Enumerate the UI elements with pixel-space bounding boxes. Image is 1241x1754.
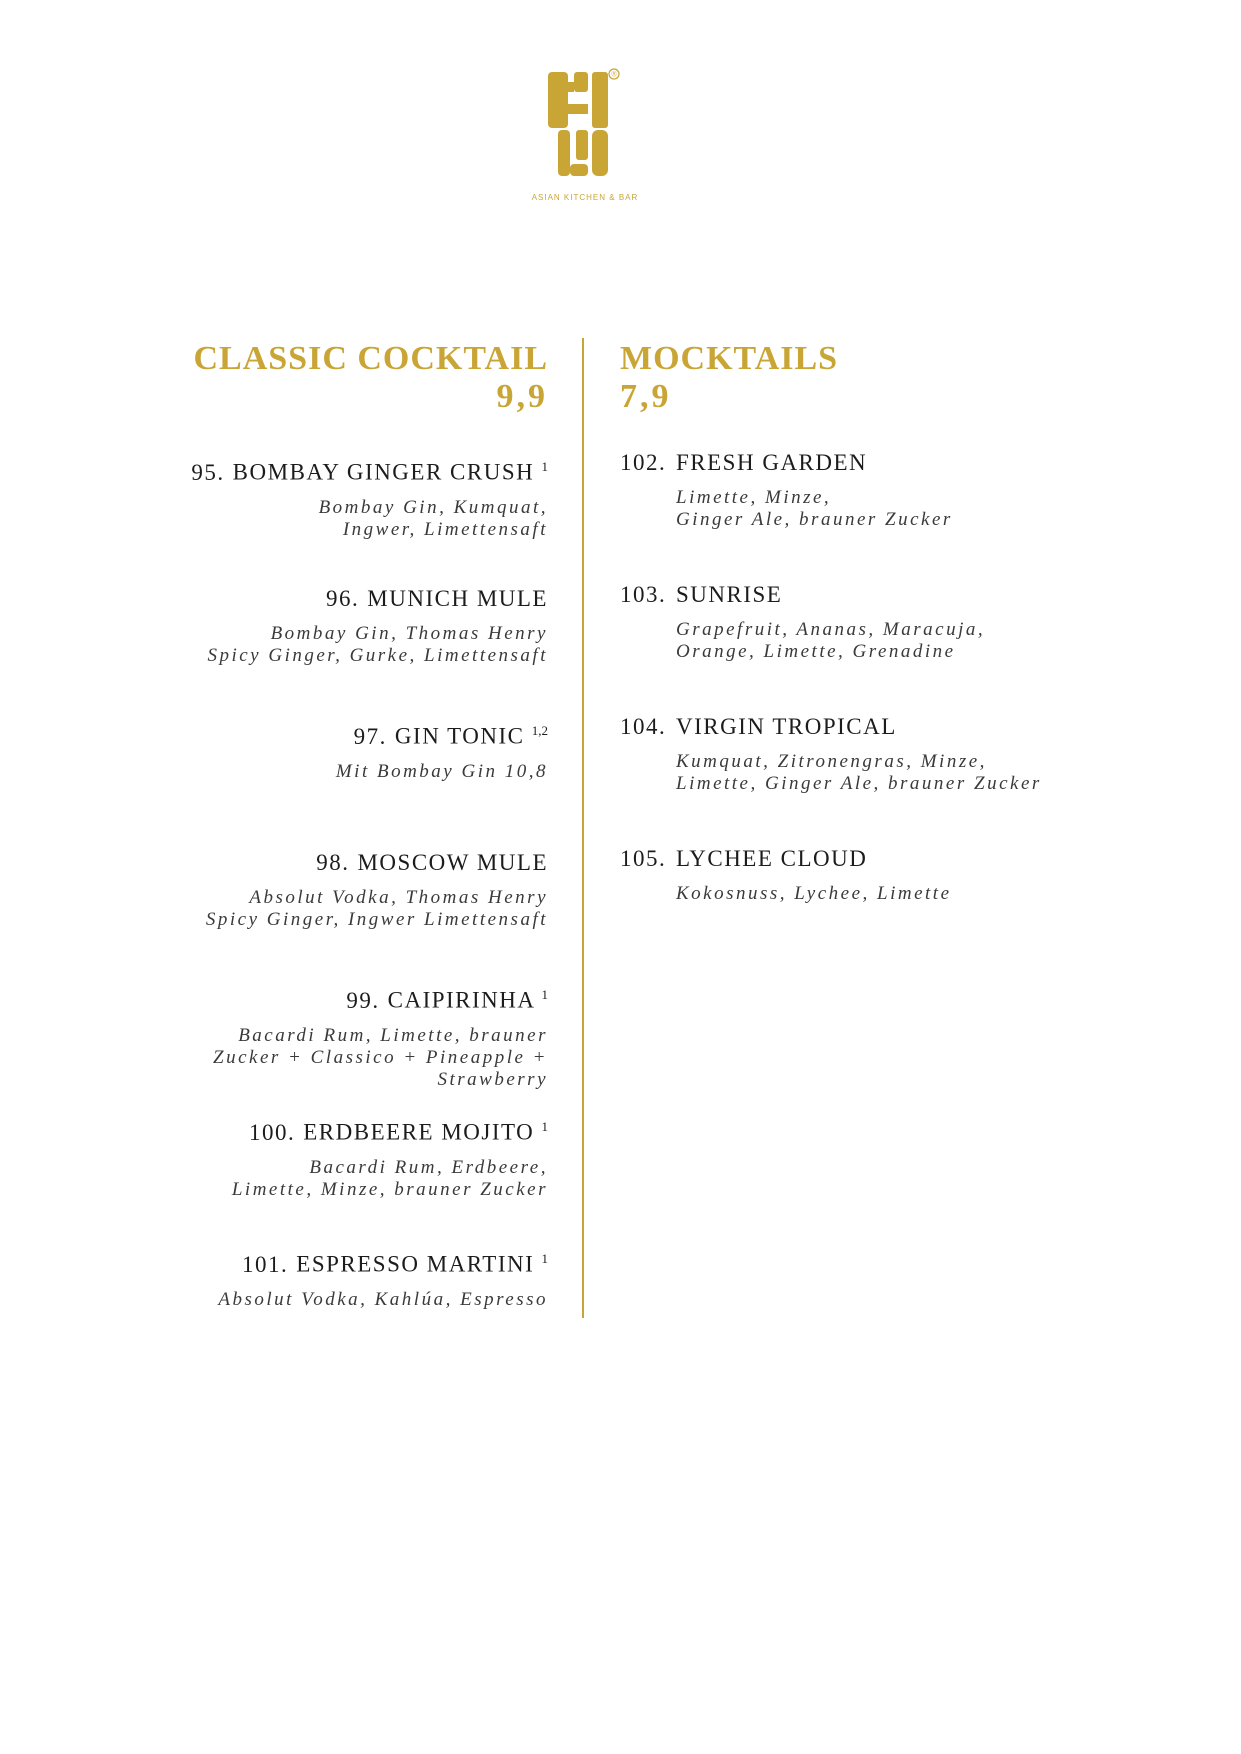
item-name: BOMBAY GINGER CRUSH <box>232 459 535 485</box>
item-name-line <box>620 448 1140 478</box>
item-description-line: Bacardi Rum, Limette, brauner <box>238 1024 548 1046</box>
item-description-line: Ingwer, Limettensaft <box>342 518 548 540</box>
menu-item <box>100 1244 548 1376</box>
item-description <box>620 619 1140 663</box>
menu-item <box>100 452 548 584</box>
item-name-line <box>100 1112 548 1148</box>
item-name: GIN TONIC <box>394 723 525 749</box>
item-number: 99. <box>346 987 380 1013</box>
item-number: 104. <box>620 714 667 739</box>
item-description <box>620 751 1140 795</box>
item-description-line: Spicy Ginger, Gurke, Limettensaft <box>207 645 548 666</box>
item-name-line <box>620 844 1140 874</box>
menu-item <box>100 1112 548 1244</box>
item-name: LYCHEE CLOUD <box>676 846 868 871</box>
item-description-line: Bombay Gin, Kumquat, <box>318 496 548 518</box>
item-description-line: Limette, Minze, brauner Zucker <box>231 1178 548 1200</box>
item-name: ESPRESSO MARTINI <box>296 1251 535 1277</box>
item-name-line <box>620 712 1140 742</box>
item-number: 97. <box>353 723 387 749</box>
item-footnote: 1,2 <box>531 723 548 738</box>
item-number: 100. <box>249 1119 296 1145</box>
item-description-line: Orange, Limette, Grenadine <box>676 641 956 662</box>
item-description-line: Zucker + Classico + Pineapple + Strawberry <box>213 1046 548 1090</box>
item-name-line <box>100 848 548 878</box>
item-description <box>100 1157 548 1201</box>
brand-logo-icon <box>548 68 620 180</box>
item-name: FRESH GARDEN <box>676 450 868 475</box>
item-description <box>100 623 548 667</box>
menu-list <box>100 452 548 1376</box>
brand-logo <box>520 68 650 208</box>
item-name-line <box>100 980 548 1016</box>
item-name: SUNRISE <box>676 582 783 607</box>
item-footnote: 1 <box>541 987 548 1002</box>
item-name: MUNICH MULE <box>367 586 548 611</box>
item-description-line: Absolut Vodka, Kahlúa, Espresso <box>218 1288 548 1310</box>
item-number: 96. <box>326 586 360 611</box>
item-description <box>100 1289 548 1311</box>
menu-item <box>100 848 548 980</box>
item-description <box>100 887 548 931</box>
menu-item <box>620 580 1140 712</box>
item-description <box>100 1025 548 1091</box>
classic-cocktail-section <box>100 340 548 1376</box>
menu-item <box>100 980 548 1112</box>
item-footnote: 1 <box>541 1251 548 1266</box>
item-name-line <box>620 580 1140 610</box>
item-description-line: Bombay Gin, Thomas Henry <box>270 623 548 644</box>
item-name: CAIPIRINHA <box>387 987 535 1013</box>
item-description-line: Grapefruit, Ananas, Maracuja, <box>676 619 986 640</box>
menu-item <box>100 584 548 716</box>
item-description-line: Kumquat, Zitronengras, Minze, <box>676 751 987 772</box>
menu-list <box>620 448 1140 976</box>
item-number: 98. <box>316 850 350 875</box>
item-name: ERDBEERE MOJITO <box>303 1119 535 1145</box>
section-title: CLASSIC COCKTAIL <box>193 340 548 377</box>
item-description-line: Limette, Minze, <box>676 487 832 508</box>
item-description-line: Spicy Ginger, Ingwer Limettensaft <box>205 909 548 930</box>
item-number: 95. <box>191 459 225 485</box>
item-description-line: Limette, Ginger Ale, brauner Zucker <box>676 773 1042 794</box>
menu-item <box>620 712 1140 844</box>
item-description <box>100 761 548 783</box>
item-number: 102. <box>620 450 667 475</box>
item-description <box>620 487 1140 531</box>
item-footnote: 1 <box>541 1119 548 1134</box>
item-description <box>100 497 548 541</box>
item-description <box>620 883 1140 905</box>
menu-item <box>620 844 1140 976</box>
item-name: MOSCOW MULE <box>357 850 548 875</box>
menu-item <box>620 448 1140 580</box>
item-description-line: Absolut Vodka, Thomas Henry <box>249 887 548 908</box>
svg-text:®: ® <box>611 71 617 79</box>
item-footnote: 1 <box>541 459 548 474</box>
item-description-line: Bacardi Rum, Erdbeere, <box>309 1156 548 1178</box>
item-description-line: Mit Bombay Gin 10,8 <box>335 760 548 782</box>
item-description-line: Kokosnuss, Lychee, Limette <box>676 883 952 904</box>
item-name-line <box>100 1244 548 1280</box>
item-name: VIRGIN TROPICAL <box>676 714 897 739</box>
item-name-line <box>100 584 548 614</box>
item-number: 103. <box>620 582 667 607</box>
menu-item <box>100 716 548 848</box>
column-divider <box>582 338 584 1318</box>
item-name-line <box>100 716 548 752</box>
item-number: 105. <box>620 846 667 871</box>
section-title: MOCKTAILS <box>620 340 839 377</box>
section-price: 9,9 <box>496 378 548 415</box>
section-price: 7,9 <box>620 378 672 415</box>
mocktails-section <box>620 340 1140 976</box>
item-number: 101. <box>242 1251 289 1277</box>
brand-tagline: ASIAN KITCHEN & BAR <box>531 193 639 202</box>
item-description-line: Ginger Ale, brauner Zucker <box>676 509 953 530</box>
item-name-line <box>100 452 548 488</box>
